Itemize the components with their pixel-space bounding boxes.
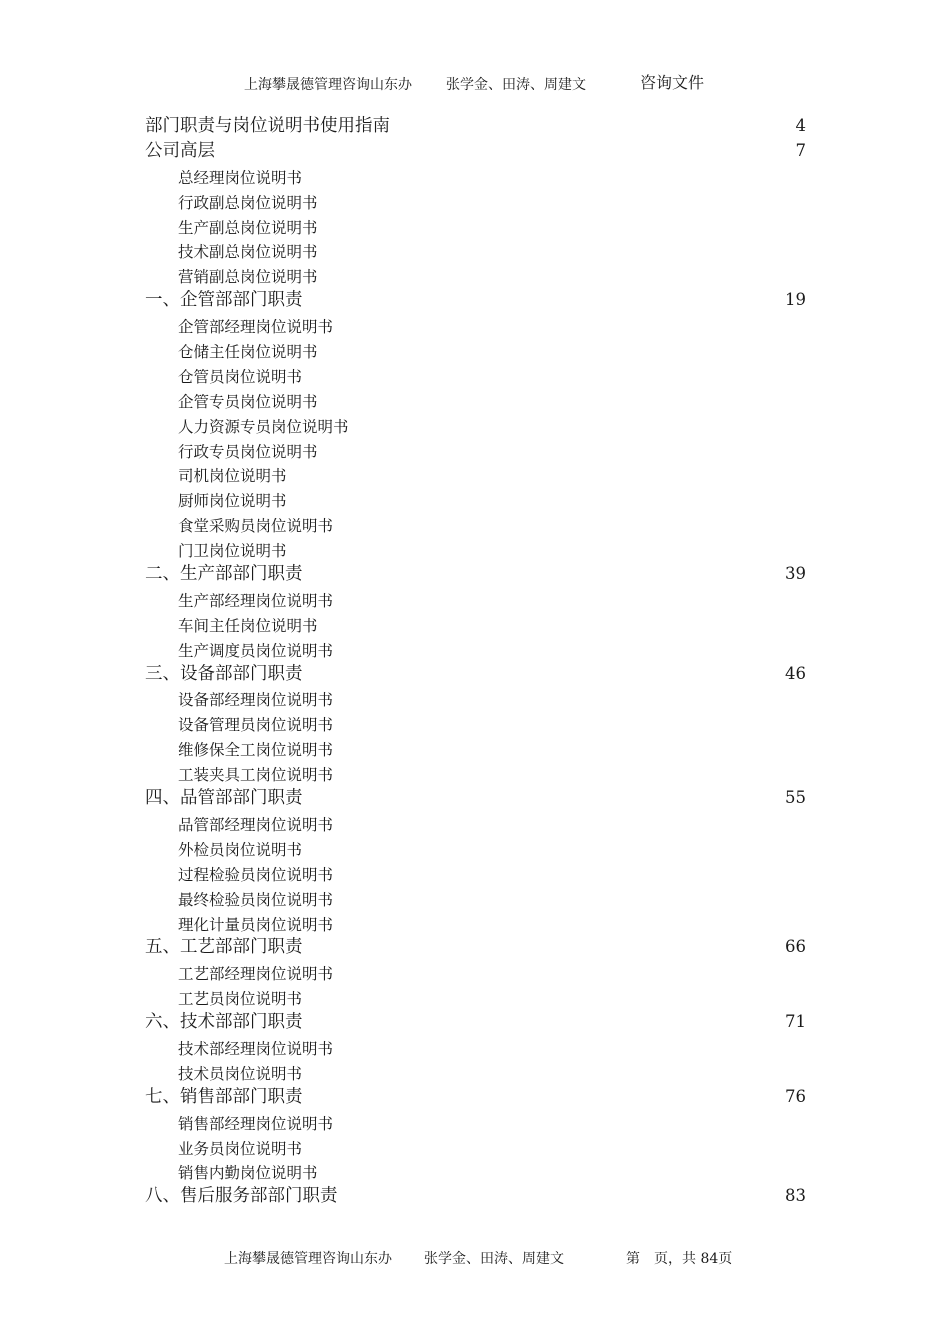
toc-item[interactable] bbox=[0, 338, 950, 363]
toc-section-title: 二、生产部部门职责 bbox=[145, 564, 303, 585]
toc-item-title: 设备管理员岗位说明书 bbox=[178, 716, 334, 735]
toc-item-title: 生产调度员岗位说明书 bbox=[178, 641, 334, 660]
toc-section-title: 四、品管部部门职责 bbox=[145, 788, 303, 809]
toc-item[interactable] bbox=[0, 1060, 950, 1085]
toc-item-title: 工艺部经理岗位说明书 bbox=[178, 965, 334, 984]
toc-section[interactable] bbox=[0, 786, 950, 811]
toc-section-page-number: 71 bbox=[785, 1012, 806, 1032]
toc-item[interactable] bbox=[0, 263, 950, 288]
toc-section-title: 一、企管部部门职责 bbox=[145, 290, 303, 311]
footer-authors: 张学金、田涛、周建文 bbox=[424, 1251, 564, 1267]
toc-section-title: 五、工艺部部门职责 bbox=[145, 937, 303, 958]
toc-item[interactable] bbox=[0, 911, 950, 936]
page-footer bbox=[0, 1246, 950, 1270]
toc-section-page-number: 4 bbox=[795, 116, 806, 135]
toc-section-title: 公司高层 bbox=[145, 140, 215, 161]
toc-item[interactable] bbox=[0, 238, 950, 263]
toc-item-title: 门卫岗位说明书 bbox=[178, 542, 287, 561]
toc-item[interactable] bbox=[0, 861, 950, 886]
toc-item-title: 技术员岗位说明书 bbox=[178, 1064, 303, 1083]
toc-item-title: 司机岗位说明书 bbox=[178, 467, 287, 486]
toc-item-title: 仓储主任岗位说明书 bbox=[178, 343, 318, 362]
toc-section[interactable] bbox=[0, 562, 950, 587]
toc-item[interactable] bbox=[0, 686, 950, 711]
toc-section[interactable] bbox=[0, 114, 950, 139]
toc-section-page-number: 66 bbox=[785, 937, 806, 957]
toc-item[interactable] bbox=[0, 214, 950, 239]
toc-item-title: 维修保全工岗位说明书 bbox=[178, 741, 334, 760]
toc-item-title: 技术副总岗位说明书 bbox=[178, 243, 318, 262]
toc-section-page-number: 76 bbox=[785, 1086, 806, 1106]
toc-item-title: 企管专员岗位说明书 bbox=[178, 392, 318, 411]
toc-section[interactable] bbox=[0, 1085, 950, 1110]
toc-section-page-number: 46 bbox=[785, 663, 806, 683]
toc-item[interactable] bbox=[0, 413, 950, 438]
toc-section[interactable] bbox=[0, 935, 950, 960]
toc-item[interactable] bbox=[0, 811, 950, 836]
toc-section[interactable] bbox=[0, 662, 950, 687]
toc-section-title: 部门职责与岗位说明书使用指南 bbox=[145, 116, 390, 136]
toc-section-title: 七、销售部部门职责 bbox=[145, 1086, 303, 1107]
toc-section-title: 三、设备部部门职责 bbox=[145, 663, 303, 684]
toc-item[interactable] bbox=[0, 985, 950, 1010]
toc-section[interactable] bbox=[0, 1010, 950, 1035]
toc-section-page-number: 19 bbox=[785, 290, 806, 310]
toc-item-title: 企管部经理岗位说明书 bbox=[178, 318, 334, 337]
toc-item-title: 工艺员岗位说明书 bbox=[178, 990, 303, 1009]
toc-item[interactable] bbox=[0, 761, 950, 786]
toc-item-title: 技术部经理岗位说明书 bbox=[178, 1039, 334, 1058]
toc-item[interactable] bbox=[0, 612, 950, 637]
toc-section[interactable] bbox=[0, 139, 950, 164]
toc-section[interactable] bbox=[0, 1184, 950, 1209]
toc-item[interactable] bbox=[0, 1159, 950, 1184]
toc-item[interactable] bbox=[0, 164, 950, 189]
toc-item[interactable] bbox=[0, 1110, 950, 1135]
toc-item-title: 业务员岗位说明书 bbox=[178, 1139, 303, 1158]
toc-item-title: 外检员岗位说明书 bbox=[178, 840, 303, 859]
toc-item-title: 总经理岗位说明书 bbox=[178, 168, 303, 187]
toc-item[interactable] bbox=[0, 388, 950, 413]
toc-item[interactable] bbox=[0, 462, 950, 487]
toc-section-page-number: 55 bbox=[785, 788, 806, 808]
toc-item[interactable] bbox=[0, 1035, 950, 1060]
toc-item[interactable] bbox=[0, 960, 950, 985]
toc-item-title: 工装夹具工岗位说明书 bbox=[178, 766, 334, 785]
footer-organization: 上海攀晟德管理咨询山东办 bbox=[224, 1251, 392, 1267]
toc-item[interactable] bbox=[0, 189, 950, 214]
toc-item-title: 设备部经理岗位说明书 bbox=[178, 691, 334, 710]
toc-item-title: 营销副总岗位说明书 bbox=[178, 268, 318, 287]
toc-item-title: 销售内勤岗位说明书 bbox=[178, 1164, 318, 1183]
footer-page-info: 第 页，共 84页 bbox=[626, 1251, 733, 1267]
toc-item[interactable] bbox=[0, 1135, 950, 1160]
toc-item[interactable] bbox=[0, 438, 950, 463]
toc-item-title: 最终检验员岗位说明书 bbox=[178, 890, 334, 909]
toc-section-page-number: 83 bbox=[785, 1186, 806, 1206]
toc-item-title: 厨师岗位说明书 bbox=[178, 492, 287, 511]
toc-item[interactable] bbox=[0, 487, 950, 512]
toc-section-title: 六、技术部部门职责 bbox=[145, 1012, 303, 1033]
toc-item-title: 过程检验员岗位说明书 bbox=[178, 865, 334, 884]
toc-section[interactable] bbox=[0, 288, 950, 313]
toc-item[interactable] bbox=[0, 313, 950, 338]
toc-item[interactable] bbox=[0, 711, 950, 736]
toc-item[interactable] bbox=[0, 886, 950, 911]
table-of-contents bbox=[0, 114, 950, 1209]
toc-section-page-number: 7 bbox=[795, 140, 806, 160]
toc-item-title: 生产部经理岗位说明书 bbox=[178, 591, 334, 610]
toc-item[interactable] bbox=[0, 512, 950, 537]
toc-item-title: 仓管员岗位说明书 bbox=[178, 367, 303, 386]
toc-item-title: 行政副总岗位说明书 bbox=[178, 193, 318, 212]
header-authors: 张学金、田涛、周建文 bbox=[446, 77, 586, 93]
toc-item-title: 品管部经理岗位说明书 bbox=[178, 815, 334, 834]
toc-item-title: 车间主任岗位说明书 bbox=[178, 616, 318, 635]
toc-item[interactable] bbox=[0, 587, 950, 612]
header-document-type: 咨询文件 bbox=[640, 73, 705, 92]
toc-section-title: 八、售后服务部部门职责 bbox=[145, 1186, 338, 1207]
toc-item[interactable] bbox=[0, 836, 950, 861]
toc-item[interactable] bbox=[0, 637, 950, 662]
toc-item-title: 人力资源专员岗位说明书 bbox=[178, 417, 349, 436]
toc-item[interactable] bbox=[0, 736, 950, 761]
toc-item-title: 食堂采购员岗位说明书 bbox=[178, 517, 334, 536]
toc-item-title: 生产副总岗位说明书 bbox=[178, 218, 318, 237]
header-organization: 上海攀晟德管理咨询山东办 bbox=[244, 77, 412, 93]
toc-item-title: 行政专员岗位说明书 bbox=[178, 442, 318, 461]
toc-item[interactable] bbox=[0, 537, 950, 562]
toc-item-title: 理化计量员岗位说明书 bbox=[178, 915, 334, 934]
toc-section-page-number: 39 bbox=[785, 564, 806, 584]
page-header bbox=[0, 66, 950, 96]
toc-item[interactable] bbox=[0, 363, 950, 388]
toc-item-title: 销售部经理岗位说明书 bbox=[178, 1114, 334, 1133]
